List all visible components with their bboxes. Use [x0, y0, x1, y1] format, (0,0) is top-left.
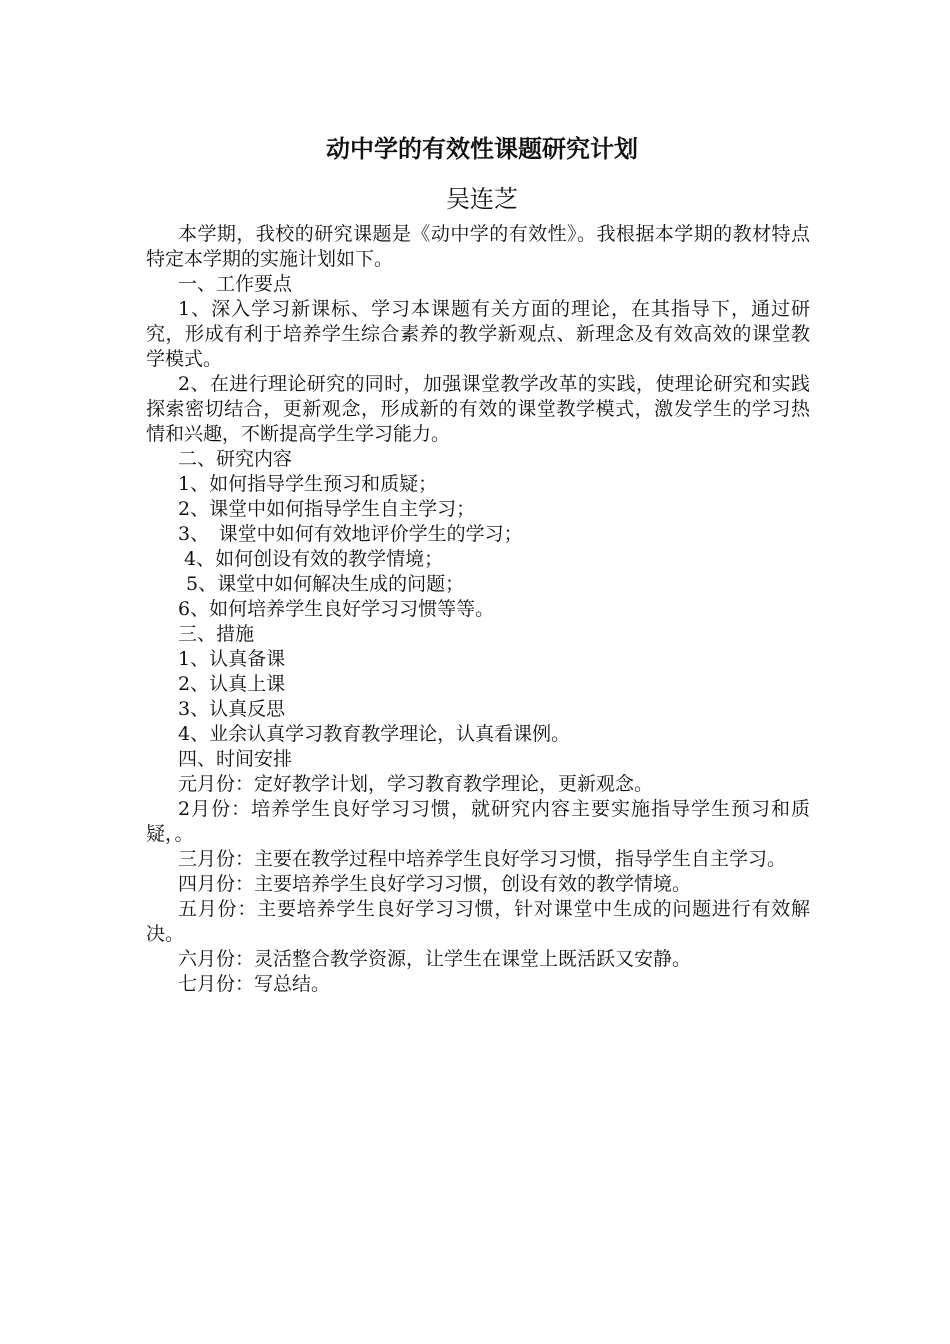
schedule-february: 2月份：培养学生良好学习习惯，就研究内容主要实施指导学生预习和质疑，。 [146, 798, 810, 845]
document-page [146, 132, 810, 997]
measure-item-4: 4、业余认真学习教育教学理论，认真看课例。 [178, 723, 571, 745]
document-title: 动中学的有效性课题研究计划 [326, 134, 638, 163]
schedule-june: 六月份：灵活整合教学资源，让学生在课堂上既活跃又安静。 [178, 948, 692, 970]
schedule-march: 三月份：主要在教学过程中培养学生良好学习习惯，指导学生自主学习。 [178, 848, 787, 870]
section-heading-research-content: 二、研究内容 [178, 448, 293, 470]
document-author: 吴连芝 [446, 185, 518, 213]
work-point-2: 2、在进行理论研究的同时，加强课堂教学改革的实践，使理论研究和实践探索密切结合，更新观念，形成新的有效的课堂教学模式，激发学生的学习热情和兴趣，不断提高学生学习能力。 [146, 373, 810, 445]
schedule-may: 五月份：主要培养学生良好学习习惯，针对课堂中生成的问题进行有效解决。 [146, 898, 810, 945]
research-item-3: 3、 课堂中如何有效地评价学生的学习； [178, 523, 523, 545]
measure-item-1: 1、认真备课 [178, 648, 286, 670]
schedule-january: 元月份：定好教学计划，学习教育教学理论，更新观念。 [178, 773, 654, 795]
document-body [146, 222, 810, 997]
section-heading-schedule: 四、时间安排 [178, 748, 293, 770]
schedule-april: 四月份：主要培养学生良好学习习惯，创设有效的教学情境。 [178, 873, 692, 895]
research-item-4: 4、如何创设有效的教学情境； [184, 548, 444, 570]
schedule-july: 七月份：写总结。 [178, 973, 331, 995]
intro-paragraph: 本学期，我校的研究课题是《动中学的有效性》。我根据本学期的教材特点特定本学期的实施计划如下。 [146, 223, 810, 270]
research-item-2: 2、课堂中如何指导学生自主学习； [178, 498, 476, 520]
research-item-1: 1、如何指导学生预习和质疑； [178, 473, 438, 495]
research-item-6: 6、如何培养学生良好学习习惯等等。 [178, 598, 495, 620]
research-item-5: 5、课堂中如何解决生成的问题； [186, 573, 465, 595]
measure-item-3: 3、认真反思 [178, 698, 286, 720]
section-heading-work-points: 一、工作要点 [178, 273, 293, 295]
measure-item-2: 2、认真上课 [178, 673, 286, 695]
work-point-1: 1、深入学习新课标、学习本课题有关方面的理论，在其指导下，通过研究，形成有利于培养学生综合素养的教学新观点、新理念及有效高效的课堂教学模式。 [146, 298, 810, 370]
section-heading-measures: 三、措施 [178, 623, 255, 645]
